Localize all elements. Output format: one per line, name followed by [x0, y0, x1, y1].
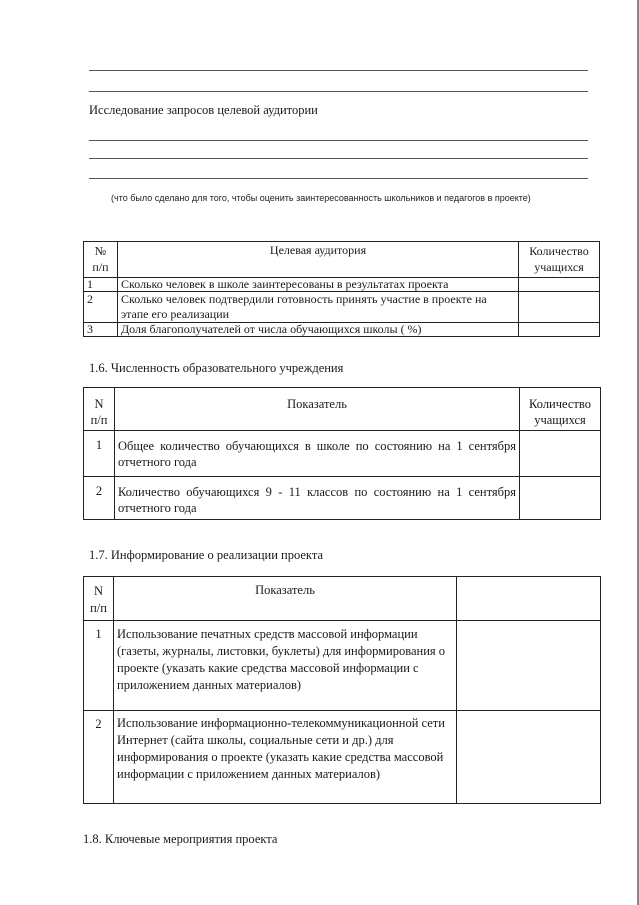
header-value	[457, 577, 601, 621]
research-note: (что было сделано для того, чтобы оценить заинтересованность школьников и педагогов в проекте)	[111, 193, 531, 203]
row-text: Общее количество обучающихся в школе по состоянию на 1 сентября отчетного года	[115, 431, 520, 477]
header-number: № п/п	[84, 242, 118, 278]
header-number: N п/п	[84, 577, 114, 621]
row-number: 1	[84, 431, 115, 477]
audience-table	[83, 241, 600, 337]
row-number: 1	[84, 621, 114, 711]
row-text: Сколько человек подтвердили готовность принять участие в проекте на этапе его реализации	[118, 292, 519, 323]
table-row	[84, 711, 601, 804]
row-value-cell[interactable]	[457, 711, 601, 804]
blank-line	[89, 70, 588, 71]
row-text: Количество обучающихся 9 - 11 классов по состоянию на 1 сентября отчетного года	[115, 477, 520, 520]
institution-size-table	[83, 387, 601, 520]
section-1-6-title: 1.6. Численность образовательного учреждения	[89, 361, 344, 375]
header-indicator: Показатель	[114, 577, 457, 621]
row-text: Использование информационно-телекоммуникационной сети Интернет (сайта школы, социальные сети и др.) для информирования о проекте (указать какие средства массовой информации с приложением данных материалов)	[114, 711, 457, 804]
table-row	[84, 292, 600, 323]
row-value-cell[interactable]	[519, 292, 600, 323]
table-row	[84, 621, 601, 711]
table-header-row	[84, 388, 601, 431]
row-number: 3	[84, 323, 118, 337]
header-count: Количество учащихся	[520, 388, 601, 431]
table-row	[84, 278, 600, 292]
row-value-cell[interactable]	[519, 323, 600, 337]
table-header-row	[84, 242, 600, 278]
row-number: 1	[84, 278, 118, 292]
row-value-cell[interactable]	[457, 621, 601, 711]
research-section-title: Исследование запросов целевой аудитории	[89, 103, 318, 117]
row-text: Сколько человек в школе заинтересованы в результатах проекта	[118, 278, 519, 292]
table-header-row	[84, 577, 601, 621]
blank-line	[89, 91, 588, 92]
header-indicator: Показатель	[115, 388, 520, 431]
header-count: Количество учащихся	[519, 242, 600, 278]
section-1-8-title: 1.8. Ключевые мероприятия проекта	[83, 832, 278, 846]
section-1-7-title: 1.7. Информирование о реализации проекта	[89, 548, 323, 562]
blank-line	[89, 140, 588, 141]
header-number: N п/п	[84, 388, 115, 431]
header-audience: Целевая аудитория	[118, 242, 519, 278]
project-informing-table	[83, 576, 601, 804]
table-row	[84, 477, 601, 520]
row-value-cell[interactable]	[519, 278, 600, 292]
table-row	[84, 323, 600, 337]
row-number: 2	[84, 292, 118, 323]
blank-line	[89, 178, 588, 179]
row-text: Использование печатных средств массовой информации (газеты, журналы, листовки, буклеты) для информирования о проекте (указать какие средства массовой информации с приложением данных материалов)	[114, 621, 457, 711]
row-text: Доля благополучателей от числа обучающихся школы ( %)	[118, 323, 519, 337]
row-value-cell[interactable]	[520, 431, 601, 477]
row-number: 2	[84, 477, 115, 520]
row-number: 2	[84, 711, 114, 804]
row-value-cell[interactable]	[520, 477, 601, 520]
table-row	[84, 431, 601, 477]
blank-line	[89, 158, 588, 159]
